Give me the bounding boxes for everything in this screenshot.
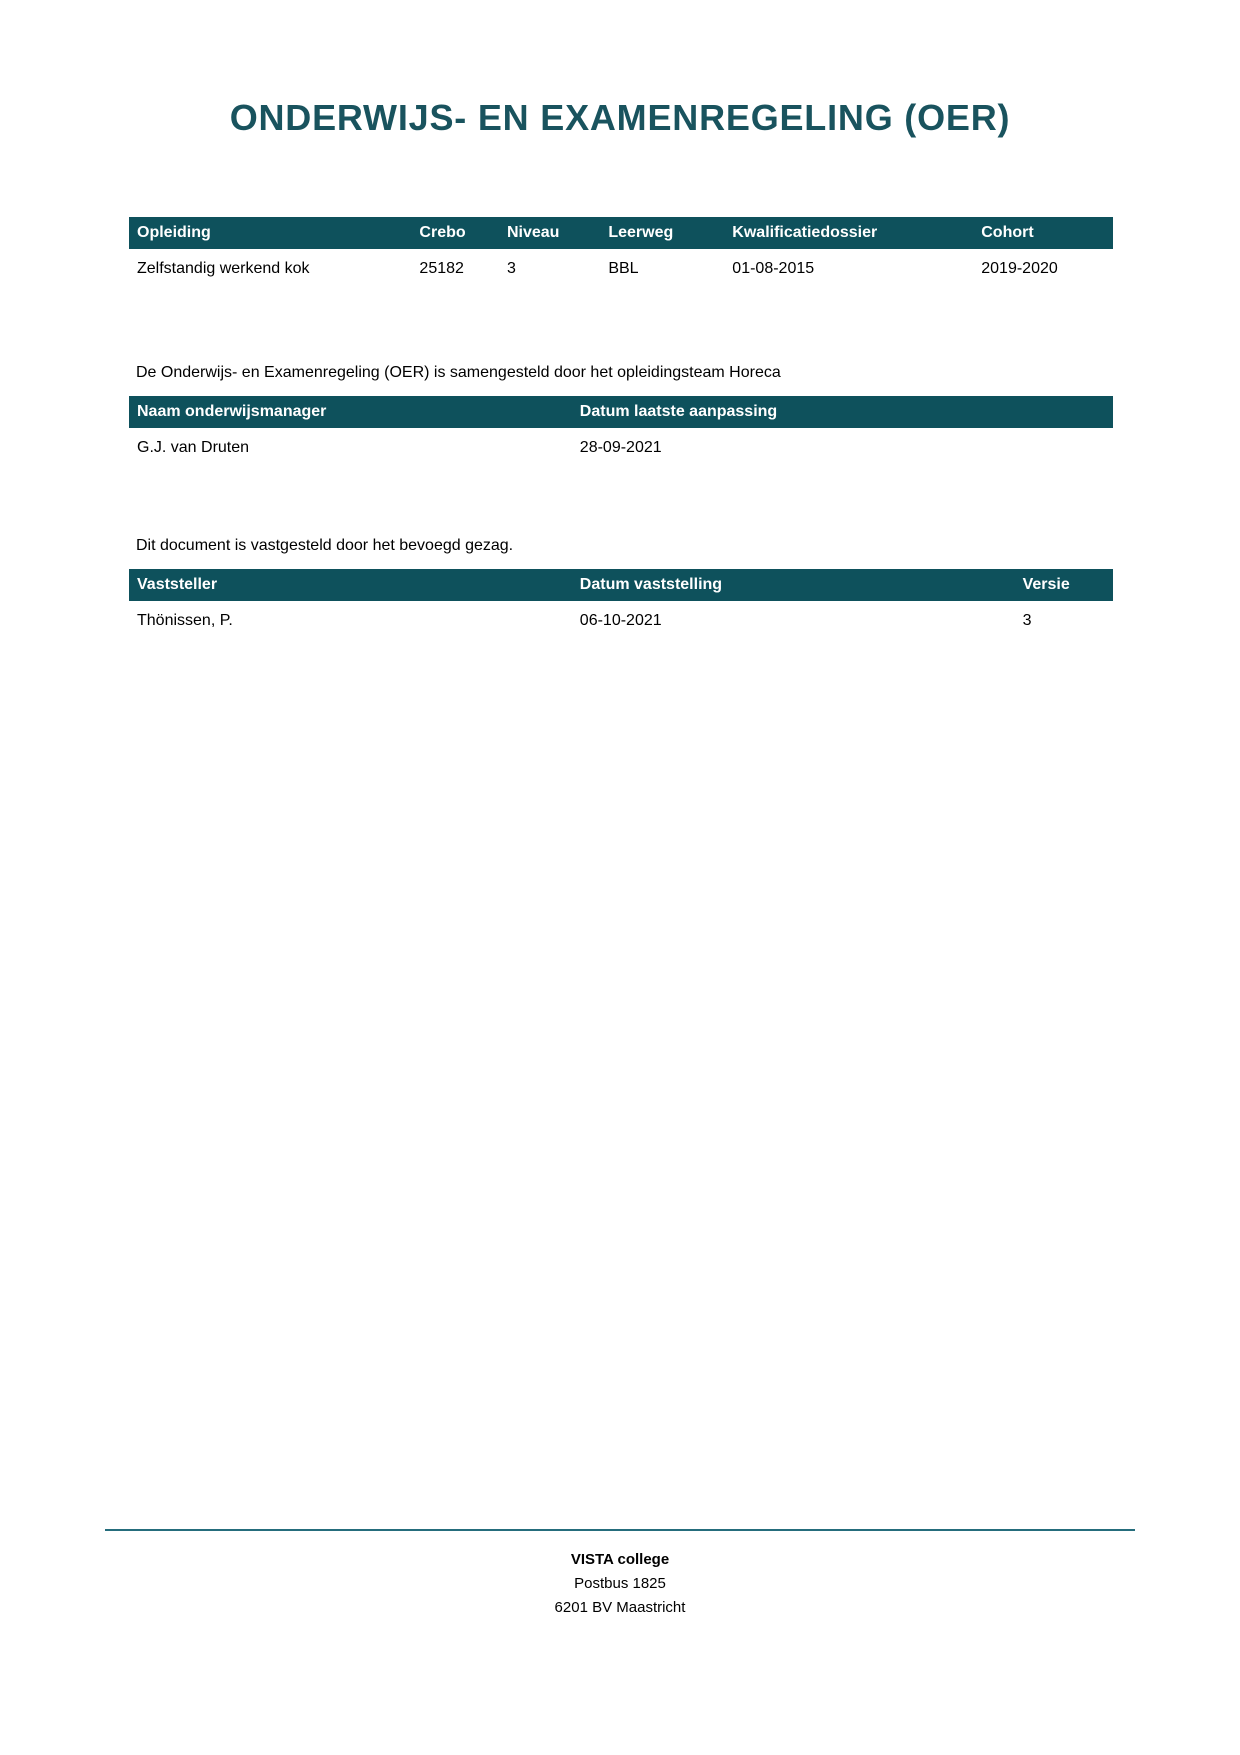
column-header: Vaststeller bbox=[129, 569, 572, 601]
footer-organization: VISTA college bbox=[570, 1551, 670, 1568]
table-cell: 28-09-2021 bbox=[572, 428, 1113, 465]
column-header: Crebo bbox=[411, 217, 499, 249]
document-content bbox=[129, 217, 1113, 638]
table-row bbox=[129, 249, 1113, 286]
table-cell: 06-10-2021 bbox=[572, 601, 1015, 638]
column-header: Datum laatste aanpassing bbox=[572, 396, 1113, 428]
table-cell: 3 bbox=[1015, 601, 1113, 638]
page-title: ONDERWIJS- EN EXAMENREGELING (OER) bbox=[229, 97, 1011, 138]
spacer bbox=[129, 382, 1113, 396]
opleiding-table bbox=[129, 217, 1113, 286]
column-header: Opleiding bbox=[129, 217, 411, 249]
footer-divider bbox=[105, 1529, 1135, 1531]
table-cell: Thönissen, P. bbox=[129, 601, 572, 638]
table-cell: 01-08-2015 bbox=[724, 249, 973, 286]
table-cell: G.J. van Druten bbox=[129, 428, 572, 465]
footer-address-line2: 6201 BV Maastricht bbox=[554, 1599, 686, 1616]
table-header-row bbox=[129, 217, 1113, 249]
column-header: Niveau bbox=[499, 217, 600, 249]
column-header: Kwalificatiedossier bbox=[724, 217, 973, 249]
spacer bbox=[129, 286, 1113, 364]
table-row bbox=[129, 428, 1113, 465]
spacer bbox=[129, 555, 1113, 569]
page-footer bbox=[105, 1529, 1135, 1623]
table-cell: BBL bbox=[600, 249, 724, 286]
column-header: Versie bbox=[1015, 569, 1113, 601]
footer-address-line1: Postbus 1825 bbox=[574, 1575, 666, 1592]
table-cell: 25182 bbox=[411, 249, 499, 286]
spacer bbox=[129, 465, 1113, 537]
manager-intro-text: De Onderwijs- en Examenregeling (OER) is samengesteld door het opleidingsteam Horeca bbox=[136, 364, 781, 381]
column-header: Cohort bbox=[973, 217, 1113, 249]
table-cell: 3 bbox=[499, 249, 600, 286]
column-header: Datum vaststelling bbox=[572, 569, 1015, 601]
table-cell: 2019-2020 bbox=[973, 249, 1113, 286]
column-header: Leerweg bbox=[600, 217, 724, 249]
vaststelling-intro-text: Dit document is vastgesteld door het bevoegd gezag. bbox=[136, 537, 514, 554]
table-cell: Zelfstandig werkend kok bbox=[129, 249, 411, 286]
table-row bbox=[129, 601, 1113, 638]
table-header-row bbox=[129, 396, 1113, 428]
table-header-row bbox=[129, 569, 1113, 601]
column-header: Naam onderwijsmanager bbox=[129, 396, 572, 428]
manager-table bbox=[129, 396, 1113, 465]
vaststelling-table bbox=[129, 569, 1113, 638]
